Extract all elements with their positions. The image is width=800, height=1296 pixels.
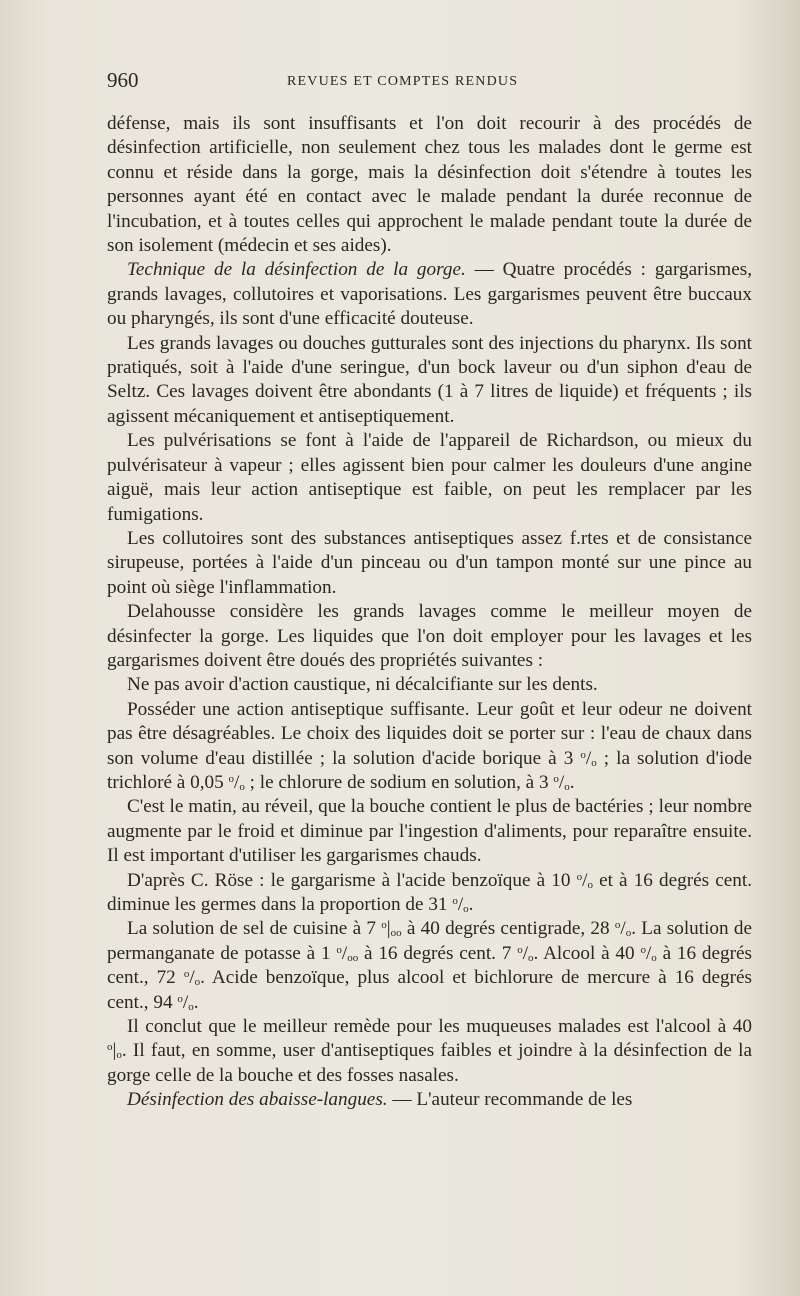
paragraph-solutions: La solution de sel de cuisine à 7 $^o|_{oo}$ à 40 degrés centigrade, 28 $^o/_o$. La solution de permanganate de potasse à 1 $^o/_{oo}$ à 16 degrés cent. 7 $^o/_o$. Alcool à 40 $^o/_o$ à 16 degrés cent., 72 $^o/_o$. Acide benzoïque, plus alcool et bichlorure de mercure à 16 degrés cent., 94 $^o/_o$.: [107, 918, 752, 1013]
paragraph-collutoires: Les collutoires sont des substances antiseptiques assez f.rtes et de consistance sirupeuse, portées à l'aide d'un pinceau ou d'un tampon monté sur une pince au point où siège l'inflammation.: [107, 527, 752, 598]
paragraph-continuation: défense, mais ils sont insuffisants et l'on doit recourir à des procédés de désinfection artificielle, non seulement chez tous les malades dont le germe est connu et réside dans la gorge, mais la désinfection doit s'étendre à toutes les personnes ayant été en contact avec le malade pendant la durée reconnue de l'incubation, et à toutes celles qui approchent le malade pendant toute la durée de son isolement (médecin et ses aides).: [107, 113, 752, 257]
paragraph-pulverisations: Les pulvérisations se font à l'aide de l'appareil de Richardson, ou mieux du pulvérisateur à vapeur ; elles agissent bien pour calmer les douleurs d'une angine aiguë, mais leur action antiseptique est faible, on peut les remplacer par les fumigations.: [107, 430, 752, 525]
paragraph-conclusion: Il conclut que le meilleur remède pour les muqueuses malades est l'alcool à 40 $^o|_o$. Il faut, en somme, user d'antiseptiques faibles et joindre à la désinfection de la gorge celle de la bouche et des fosses nasales.: [107, 1016, 752, 1086]
paragraph-delahousse: Delahousse considère les grands lavages comme le meilleur moyen de désinfecter la gorge. Les liquides que l'on doit employer pour les lavages et les gargarismes doivent être doués des propriétés suivantes :: [107, 601, 752, 671]
paragraph-bacteries: C'est le matin, au réveil, que la bouche contient le plus de bactéries ; leur nombre augmente par le froid et diminue par l'ingestion d'aliments, pour reparaître ensuite. Il est important d'utiliser les gargarismes chauds.: [107, 796, 752, 867]
page-header: [107, 68, 752, 98]
paragraph-caustique: Ne pas avoir d'action caustique, ni décalcifiante sur les dents.: [127, 674, 598, 696]
section-heading-technique: Technique de la désinfection de la gorge.: [127, 259, 466, 281]
paragraph-grands-lavages: Les grands lavages ou douches gutturales sont des injections du pharynx. Ils sont pratiqués, soit à l'aide d'une seringue, d'un bock laveur ou d'un siphon d'eau de Seltz. Ces lavages doivent être abondants (1 à 7 litres de liquide) et fréquents ; ils agissent mécaniquement et antiseptiquement.: [107, 332, 752, 427]
paragraph-rose: D'après C. Röse : le gargarisme à l'acide benzoïque à 10 $^o/_o$ et à 16 degrés cent. diminue les germes dans la proportion de 31 $^o/_o$.: [107, 869, 752, 915]
paragraph-antiseptique: Posséder une action antiseptique suffisante. Leur goût et leur odeur ne doivent pas être désagréables. Le choix des liquides doit se porter sur : l'eau de chaux dans son volume d'eau distillée ; la solution d'acide borique à 3 $^o/_o$ ; la solution d'iode trichloré à 0,05 $^o/_o$ ; le chlorure de sodium en solution, à 3 $^o/_o$.: [107, 698, 752, 793]
body-text: [107, 112, 752, 1113]
section-heading-abaisse-langues: Désinfection des abaisse-langues.: [127, 1089, 388, 1111]
paragraph-technique: Technique de la désinfection de la gorge. — Quatre procédés : gargarismes, grands lavages, collutoires et vaporisations. Les gargarismes peuvent être buccaux ou pharyngés, ils sont d'une efficacité douteuse.: [107, 259, 752, 330]
page-number: 960: [107, 68, 139, 92]
paragraph-abaisse-langues: Désinfection des abaisse-langues. — L'auteur recommande de les: [127, 1089, 633, 1111]
running-title: REVUES ET COMPTES RENDUS: [287, 74, 519, 89]
